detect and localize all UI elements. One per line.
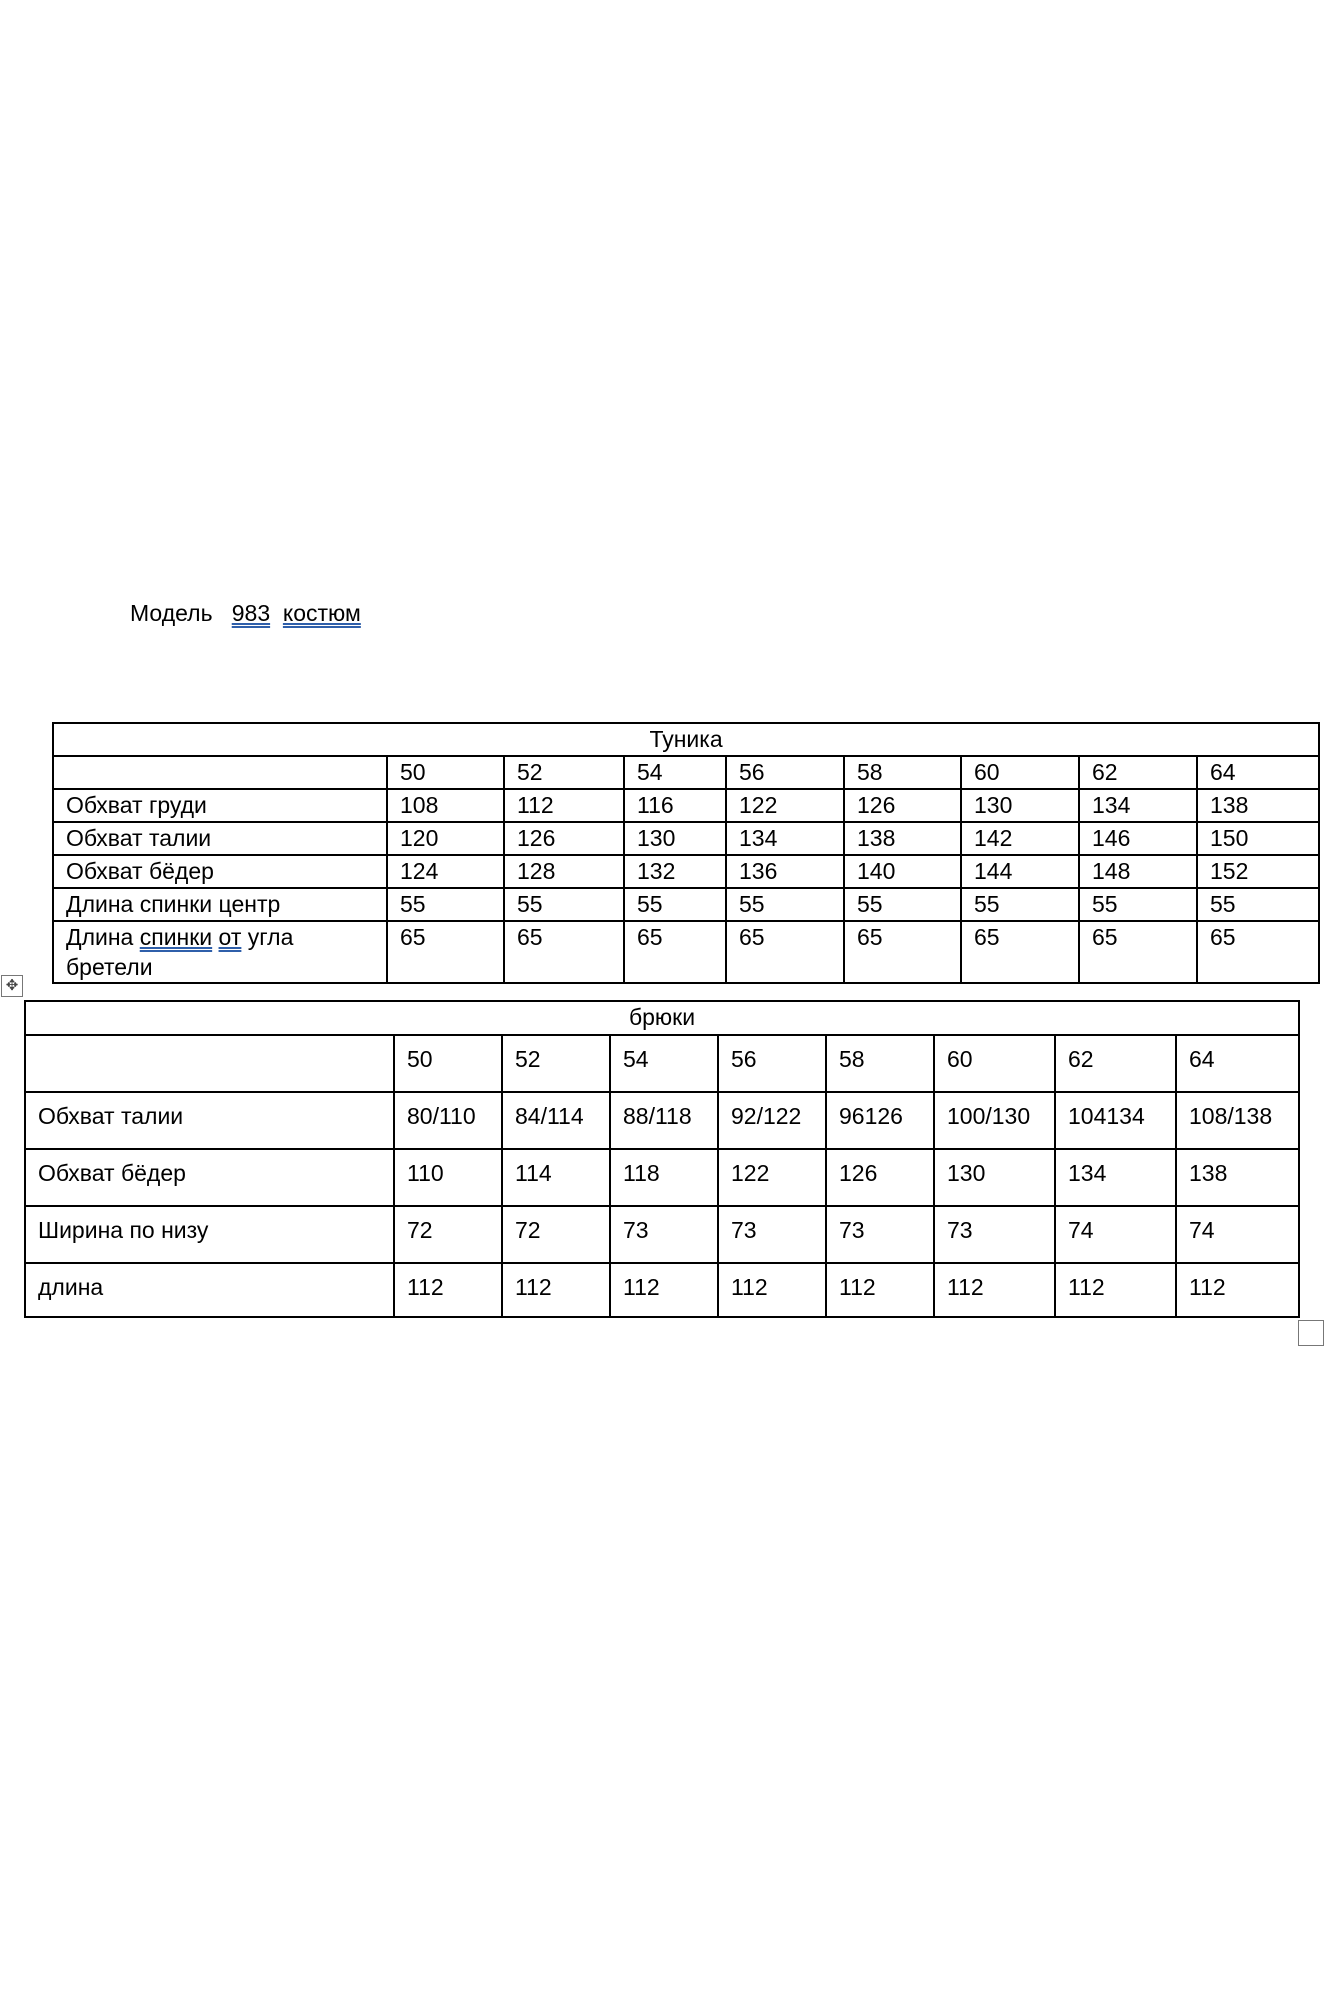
table-cell: 120 — [387, 822, 504, 855]
table-cell: 112 — [1055, 1263, 1176, 1317]
row-label — [53, 921, 387, 983]
table-cell: 150 — [1197, 822, 1319, 855]
table-cell: 74 — [1055, 1206, 1176, 1263]
table-cell: 73 — [718, 1206, 826, 1263]
table-cell: 126 — [504, 822, 624, 855]
table-cell: 74 — [1176, 1206, 1299, 1263]
size-header-cell: 52 — [504, 756, 624, 789]
table-cell: 112 — [502, 1263, 610, 1317]
table-cell: 140 — [844, 855, 961, 888]
size-header-cell: 50 — [387, 756, 504, 789]
document-title — [130, 600, 361, 627]
row-label: Ширина по низу — [25, 1206, 394, 1263]
table-row — [53, 789, 1319, 822]
row-label-part: Длина — [66, 924, 134, 950]
table-cell: 144 — [961, 855, 1079, 888]
table-cell: 72 — [394, 1206, 502, 1263]
move-icon[interactable]: ✥ — [1, 975, 23, 997]
trousers-caption: брюки — [25, 1001, 1299, 1035]
row-label: Длина спинки центр — [53, 888, 387, 921]
table-cell: 130 — [624, 822, 726, 855]
table-cell: 65 — [504, 921, 624, 983]
table-row — [25, 1263, 1299, 1317]
table-cell: 65 — [726, 921, 844, 983]
table-cell: 65 — [1079, 921, 1197, 983]
tunic-size-header-row — [53, 756, 1319, 789]
trousers-size-header-row — [25, 1035, 1299, 1092]
table-cell: 55 — [1197, 888, 1319, 921]
table-cell: 112 — [826, 1263, 934, 1317]
table-cell: 134 — [1055, 1149, 1176, 1206]
table-cell: 138 — [844, 822, 961, 855]
size-header-cell: 62 — [1055, 1035, 1176, 1092]
table-cell: 100/130 — [934, 1092, 1055, 1149]
table-cell: 126 — [844, 789, 961, 822]
table-cell: 88/118 — [610, 1092, 718, 1149]
table-cell: 136 — [726, 855, 844, 888]
row-label-part: спинки — [139, 924, 213, 950]
size-header-cell: 56 — [718, 1035, 826, 1092]
size-header-cell: 54 — [610, 1035, 718, 1092]
table-cell: 134 — [1079, 789, 1197, 822]
title-model-number: 983 — [231, 600, 271, 626]
size-header-cell: 50 — [394, 1035, 502, 1092]
table-row — [25, 1149, 1299, 1206]
table-cell: 138 — [1176, 1149, 1299, 1206]
table-cell: 112 — [934, 1263, 1055, 1317]
table-row — [53, 888, 1319, 921]
table-cell: 146 — [1079, 822, 1197, 855]
table-cell: 55 — [844, 888, 961, 921]
table-cell: 112 — [394, 1263, 502, 1317]
table-cell: 130 — [961, 789, 1079, 822]
table-cell: 130 — [934, 1149, 1055, 1206]
row-label-part: от — [218, 924, 242, 950]
table-cell: 55 — [961, 888, 1079, 921]
table-cell: 80/110 — [394, 1092, 502, 1149]
table-cell: 134 — [726, 822, 844, 855]
table-row — [25, 1092, 1299, 1149]
table-cell: 55 — [1079, 888, 1197, 921]
size-header-cell: 58 — [826, 1035, 934, 1092]
table-row — [53, 921, 1319, 983]
row-label: Обхват талии — [53, 822, 387, 855]
size-header-cell: 64 — [1176, 1035, 1299, 1092]
table-cell: 92/122 — [718, 1092, 826, 1149]
table-cell: 122 — [718, 1149, 826, 1206]
table-cell: 72 — [502, 1206, 610, 1263]
size-header-cell: 62 — [1079, 756, 1197, 789]
table-cell: 112 — [504, 789, 624, 822]
trousers-caption-row — [25, 1001, 1299, 1035]
table-cell: 116 — [624, 789, 726, 822]
size-header-cell: 52 — [502, 1035, 610, 1092]
table-cell: 108 — [387, 789, 504, 822]
size-header-cell: 60 — [934, 1035, 1055, 1092]
table-cell: 152 — [1197, 855, 1319, 888]
size-header-cell: 60 — [961, 756, 1079, 789]
table-cell: 73 — [934, 1206, 1055, 1263]
row-label: Обхват груди — [53, 789, 387, 822]
table-cell: 122 — [726, 789, 844, 822]
table-cell: 138 — [1197, 789, 1319, 822]
table-cell: 55 — [726, 888, 844, 921]
empty-header-cell — [53, 756, 387, 789]
title-prefix: Модель — [130, 600, 213, 626]
table-cell: 108/138 — [1176, 1092, 1299, 1149]
table-row — [25, 1206, 1299, 1263]
table-cell: 73 — [826, 1206, 934, 1263]
table-cell: 55 — [504, 888, 624, 921]
table-cell: 65 — [387, 921, 504, 983]
size-header-cell: 54 — [624, 756, 726, 789]
table-cell: 142 — [961, 822, 1079, 855]
table-cell: 126 — [826, 1149, 934, 1206]
trousers-size-table — [24, 1000, 1300, 1318]
table-cell: 110 — [394, 1149, 502, 1206]
tunic-size-table — [52, 722, 1320, 984]
table-row — [53, 822, 1319, 855]
table-cell: 55 — [387, 888, 504, 921]
table-cell: 65 — [624, 921, 726, 983]
table-cell: 65 — [961, 921, 1079, 983]
row-label: Обхват бёдер — [25, 1149, 394, 1206]
table-cell: 104134 — [1055, 1092, 1176, 1149]
table-cell: 124 — [387, 855, 504, 888]
table-cell: 132 — [624, 855, 726, 888]
size-header-cell: 58 — [844, 756, 961, 789]
table-cell: 65 — [844, 921, 961, 983]
row-label-part: угла бретели — [66, 924, 294, 980]
table-cell: 96126 — [826, 1092, 934, 1149]
table-row — [53, 855, 1319, 888]
size-header-cell: 64 — [1197, 756, 1319, 789]
table-cell: 148 — [1079, 855, 1197, 888]
row-label: Обхват талии — [25, 1092, 394, 1149]
tunic-caption-row — [53, 723, 1319, 756]
table-cell: 55 — [624, 888, 726, 921]
resize-icon[interactable] — [1298, 1320, 1324, 1346]
tunic-caption: Туника — [53, 723, 1319, 756]
row-label: Обхват бёдер — [53, 855, 387, 888]
table-cell: 73 — [610, 1206, 718, 1263]
table-cell: 112 — [610, 1263, 718, 1317]
table-cell: 112 — [1176, 1263, 1299, 1317]
table-cell: 65 — [1197, 921, 1319, 983]
row-label: длина — [25, 1263, 394, 1317]
size-header-cell: 56 — [726, 756, 844, 789]
title-item: костюм — [282, 600, 361, 626]
table-cell: 118 — [610, 1149, 718, 1206]
empty-header-cell — [25, 1035, 394, 1092]
table-cell: 112 — [718, 1263, 826, 1317]
table-cell: 84/114 — [502, 1092, 610, 1149]
table-cell: 114 — [502, 1149, 610, 1206]
table-cell: 128 — [504, 855, 624, 888]
